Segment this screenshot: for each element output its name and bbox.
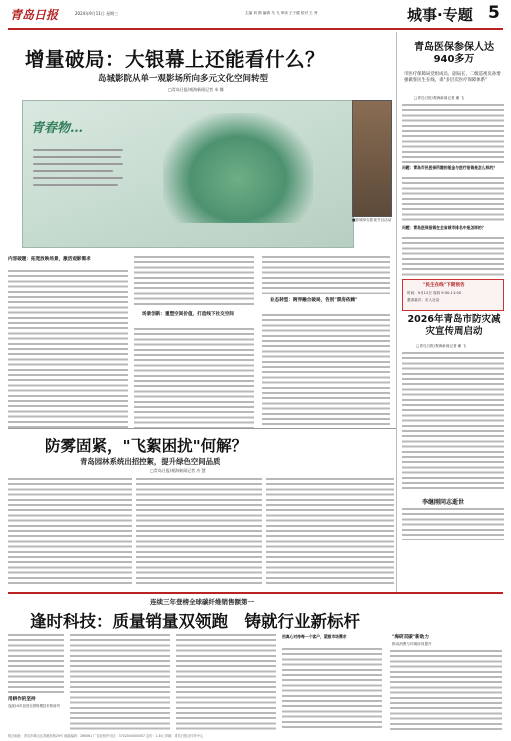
preview-box-time: 时间：9月12日 周四 9:30-11:00 — [407, 291, 462, 295]
middle-story-subtitle: 青岛园林系统出招控絮，提升绿色空间品质 — [80, 457, 221, 466]
sidebar-text-3 — [402, 237, 504, 277]
sidebar-text-5 — [402, 508, 504, 540]
section-heading-2: 场景创新：重塑空间价值，打造线下社交空间 — [142, 312, 234, 317]
sidebar-section-a: 问题：青岛市民医保所缴的基金与医疗报销是怎么样的？ — [402, 165, 497, 170]
middle-story-rule — [8, 428, 396, 429]
top-story-title: 增量破局：大银幕上还能看什么？ — [25, 48, 326, 71]
preview-box-guest: 邀请嘉宾：市人社局 — [407, 298, 440, 302]
bottom-story-title: 逢时科技：质量销量双领跑 铸就行业新标杆 — [30, 612, 360, 631]
bottom-story — [0, 592, 511, 741]
bottom-col-head-1: 用真心对待每一个客户，紧跟市场需求 — [282, 634, 347, 639]
hero-inset-caption: ■影城举办影视节目活动 — [352, 218, 392, 222]
top-story-text-col2b — [134, 328, 254, 428]
column-divider — [396, 32, 397, 592]
sidebar-text-2 — [402, 177, 504, 223]
hero-photo — [22, 100, 354, 248]
top-story-subtitle: 岛城影院从单一观影场所向多元文化空间转型 — [98, 74, 269, 84]
bottom-col-head-2: "海研双碳"新助力 — [392, 635, 429, 640]
top-story-text-col2 — [134, 256, 254, 306]
obituary-title: 李继刚同志逝世 — [422, 499, 465, 506]
bottom-col-sub-2: 推动消费与环境协同提升 — [392, 642, 432, 646]
bottom-story-text-left — [8, 634, 64, 694]
middle-story-title: 防雾固紧，"飞絮困扰"何解？ — [45, 437, 248, 455]
hero-text-block — [33, 149, 128, 219]
section-heading-3: 业态转型：跨界融合破局，告别"票房依赖" — [270, 298, 358, 303]
issue-date: 2024年9月11日 星期三 — [75, 11, 119, 16]
sidebar-text-4 — [402, 352, 504, 492]
sidebar-headline: 青岛医保参保人达940多万 — [414, 42, 494, 65]
middle-story-byline: □青岛日报/观海新闻记者 冷 慧 — [150, 468, 206, 473]
section-name: 城事·专题 — [407, 6, 473, 24]
sidebar-byline: □青岛日报/观海新闻记者 廉 飞 — [414, 96, 465, 100]
hero-brush-script: 青春物… — [31, 121, 84, 136]
preview-box-title: "民生在线"下期预告 — [423, 283, 465, 288]
bottom-side-head: 用耕作的坚持 — [8, 697, 36, 702]
bottom-story-rule — [8, 592, 503, 594]
sidebar-text-1 — [402, 104, 504, 164]
middle-story — [0, 428, 396, 590]
sidebar-section-b: 问题：青岛医保报销在全省城市排名中是怎样的？ — [402, 225, 486, 230]
middle-story-text — [8, 478, 394, 586]
top-story-text-col1 — [8, 270, 128, 430]
bottom-story-text-c2 — [176, 634, 276, 730]
bottom-story-text-c3 — [282, 648, 382, 730]
middle-col-gap-b — [262, 478, 266, 588]
top-story-text-col3 — [262, 256, 390, 294]
masthead — [0, 0, 511, 32]
top-story — [0, 30, 395, 430]
top-story-byline: □青岛日报/观海新闻记者 米 娜 — [168, 87, 224, 92]
middle-col-gap-a — [132, 478, 136, 588]
page-number: 5 — [488, 3, 500, 23]
bottom-side-sub: 连续10年登顶全国规模技术榜前列 — [8, 704, 60, 708]
bottom-story-text-c4 — [390, 650, 502, 730]
top-story-text-col3b — [262, 314, 390, 428]
newspaper-logo: 青岛日报 — [10, 8, 59, 22]
hero-inset-photo — [352, 100, 392, 217]
editor-credits: 主编 刘 斯 编辑 马 飞 审读 王子健 校对 王 秀 — [245, 11, 318, 15]
preview-box — [402, 279, 504, 311]
section-heading-1: 内容破题：拓宽放映场景，激活观影需求 — [8, 257, 91, 262]
sidebar-byline-2: □青岛日报/观海新闻记者 廉 飞 — [416, 344, 467, 348]
sidebar-headline-2: 2026年青岛市防灾减灾宣传周启动 — [407, 314, 501, 337]
hero-green-shape — [163, 113, 313, 223]
footer-imprint: 报社地址：青岛市崂山区香港东路29号 邮政编码：266061 广告经营许可证：3702004000007 定价：1.8元 印刷：青岛日报社印务中心 — [8, 734, 204, 738]
bottom-story-text-c1 — [70, 634, 170, 730]
sidebar — [400, 32, 506, 592]
sidebar-subhead: 市医疗保障局党组成员、副局长，二级巡视员孙增强做客民生在线，谈"多层次医疗保障体系" — [404, 72, 501, 83]
bottom-story-kicker: 连续三年登榜全球碳纤维销售额第一 — [150, 598, 254, 606]
